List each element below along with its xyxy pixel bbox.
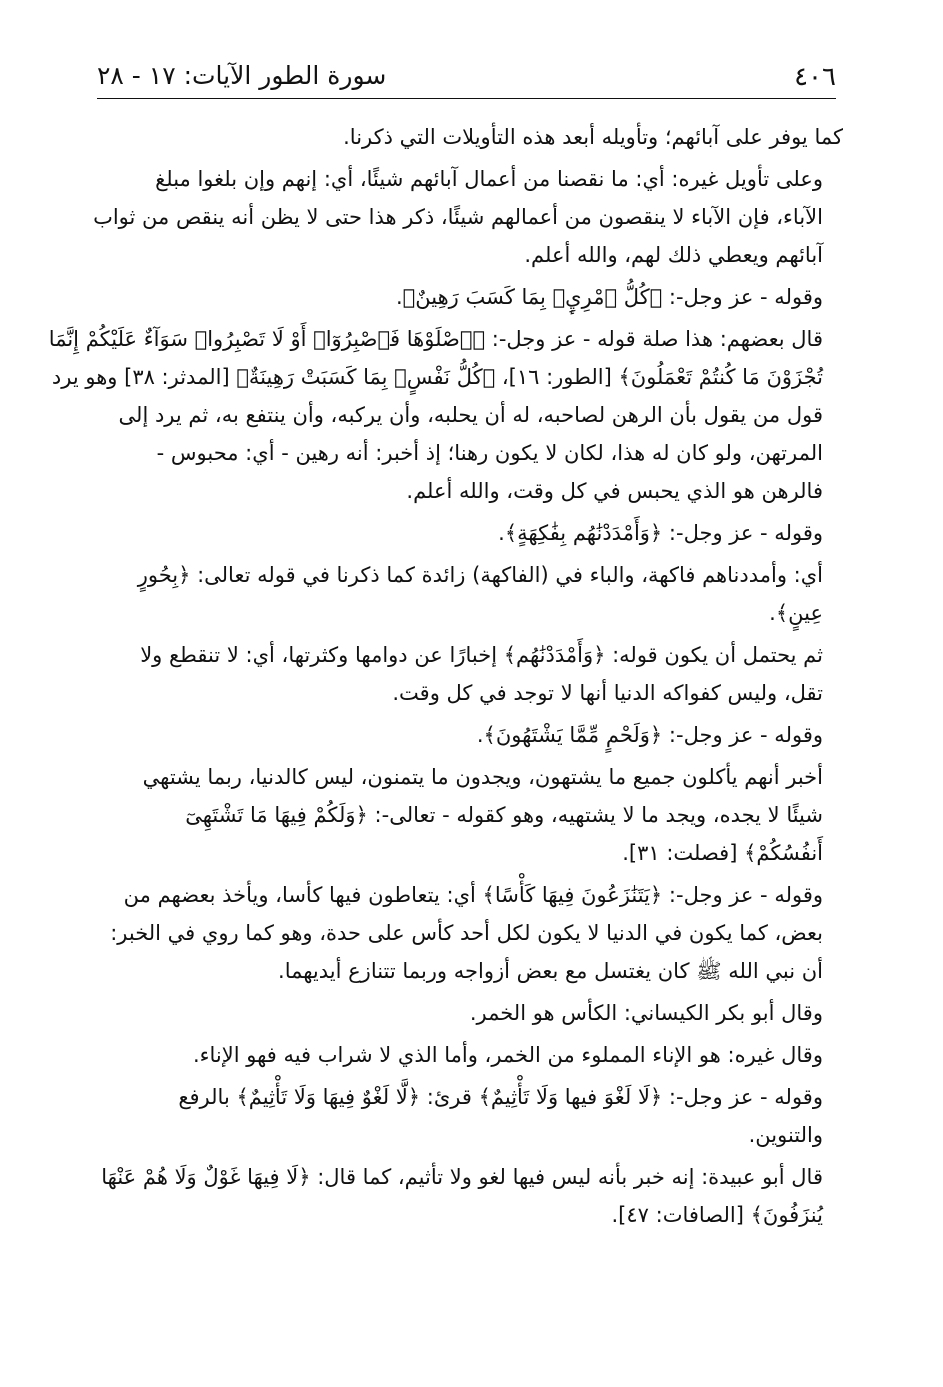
paragraph <box>97 118 843 156</box>
text-line: كما يوفر على آبائهم؛ وتأويله أبعد هذه التأويلات التي ذكرنا. <box>343 125 843 149</box>
text-line: فالرهن هو الذي يحبس في كل وقت، والله أعلم. <box>406 479 823 503</box>
text-line: قال أبو عبيدة: إنه خبر بأنه ليس فيها لغو ولا تأثيم، كما قال: ﴿لَا فِيهَا غَوْلٌ وَلَا هُمْ عَنْهَا <box>101 1165 823 1189</box>
text-line: وعلى تأويل غيره: أي: ما نقصنا من أعمال آبائهم شيئًا، أي: إنهم وإن بلغوا مبلغ <box>155 167 823 191</box>
body-text <box>48 118 843 1238</box>
text-line: تقل، وليس كفواكه الدنيا أنها لا توجد في كل وقت. <box>392 681 823 705</box>
paragraph <box>97 1036 843 1074</box>
paragraph <box>97 514 843 552</box>
text-line: يُنزَفُونَ﴾ [الصافات: ٤٧]. <box>611 1203 823 1227</box>
running-header <box>97 58 836 99</box>
text-line: ثم يحتمل أن يكون قوله: ﴿وَأَمْدَدْنَٰهُم﴾ إخبارًا عن دوامها وكثرتها، أي: لا تنقطع ولا <box>140 643 823 667</box>
paragraph <box>97 556 843 632</box>
paragraph <box>97 1078 843 1154</box>
text-line: عِينٍ﴾. <box>769 601 823 625</box>
paragraph <box>97 994 843 1032</box>
text-line: أن نبي الله ﷺ كان يغتسل مع بعض أزواجه وربما تتنازع أيديهما. <box>278 959 823 983</box>
text-line: وقوله - عز وجل-: ﴿يَتَنَٰزَعُونَ فِيهَا كَأْسًا﴾ أي: يتعاطون فيها كأسا، ويأخذ بعضهم من <box>123 883 823 907</box>
running-title: سورة الطور الآيات: ١٧ - ٢٨ <box>97 61 387 90</box>
text-line: وقوله - عز وجل-: ﴿وَأَمْدَدْنَٰهُم بِفَٰكِهَةٍ﴾. <box>498 521 823 545</box>
text-line: وقال أبو بكر الكيساني: الكأس هو الخمر. <box>469 1001 823 1025</box>
paragraph <box>93 160 843 274</box>
text-line: شيئًا لا يجده، ويجد ما لا يشتهيه، وهو كقوله - تعالى-: ﴿وَلَكُمْ فِيهَا مَا تَشْتَهِىٓ <box>185 803 823 827</box>
text-line: والتنوين. <box>748 1123 823 1147</box>
page-number: ٤٠٦ <box>794 62 836 92</box>
text-line: بعض، كما يكون في الدنيا لا يكون لكل أحد كأس على حدة، وهو كما روي في الخبر: <box>110 921 823 945</box>
text-line: تُجْزَوْنَ مَا كُنتُمْ تَعْمَلُونَ﴾ [الطور: ١٦]، ﴿كُلُّ نَفْسٍۭ بِمَا كَسَبَتْ رَهِينَةٌ﴾ [المدثر: ٣٨] وهو يرد <box>51 365 823 389</box>
text-line: أخبر أنهم يأكلون جميع ما يشتهون، ويجدون ما يتمنون، ليس كالدنيا، ربما يشتهي <box>142 765 823 789</box>
paragraph <box>48 320 843 510</box>
text-line: وقوله - عز وجل-: ﴿وَلَحْمٍ مِّمَّا يَشْتَهُونَ﴾. <box>476 723 823 747</box>
text-line: أي: وأمددناهم فاكهة، والباء في (الفاكهة) زائدة كما ذكرنا في قوله تعالى: ﴿بِحُورٍ <box>137 563 823 587</box>
text-line: قول من يقول بأن الرهن لصاحبه، له أن يحلبه، وأن يركبه، وأن ينتفع به، ثم يرد إلى <box>118 403 823 427</box>
paragraph <box>97 876 843 990</box>
text-line: آبائهم ويعطي ذلك لهم، والله أعلم. <box>524 243 823 267</box>
text-line: وقوله - عز وجل-: ﴿لَا لَغْوَ فيها وَلَا تَأْثِيمٌ﴾ قرئ: ﴿لَّا لَغْوٌ فِيهَا وَلَا تَأْثِيمٌ﴾ بالرفع <box>178 1085 823 1109</box>
text-line: قال بعضهم: هذا صلة قوله - عز وجل-: ﴿ٱصْلَوْهَا فَٱصْبِرُوٓا۟ أَوْ لَا تَصْبِرُوا۟ سَوَآءٌ عَلَيْكُمْ إِنَّمَا <box>48 327 823 351</box>
paragraph <box>97 636 843 712</box>
text-line: المرتهن، ولو كان له هذا، لكان لا يكون رهنا؛ إذ أخبر: أنه رهين - أي: محبوس - <box>156 441 823 465</box>
paragraph <box>97 716 843 754</box>
paragraph <box>97 1158 843 1234</box>
text-line: أَنفُسُكُمْ﴾ [فصلت: ٣١]. <box>622 841 823 865</box>
paragraph <box>97 758 843 872</box>
paragraph <box>97 278 843 316</box>
text-line: وقوله - عز وجل-: ﴿كُلُّ ٱمْرِيِٕۭ بِمَا كَسَبَ رَهِينٌ﴾. <box>396 285 823 309</box>
text-line: الآباء، فإن الآباء لا ينقصون من أعمالهم شيئًا، ذكر هذا حتى لا يظن أنه ينقص من ثواب <box>93 205 823 229</box>
text-line: وقال غيره: هو الإناء المملوء من الخمر، وأما الذي لا شراب فيه فهو الإناء. <box>192 1043 823 1067</box>
